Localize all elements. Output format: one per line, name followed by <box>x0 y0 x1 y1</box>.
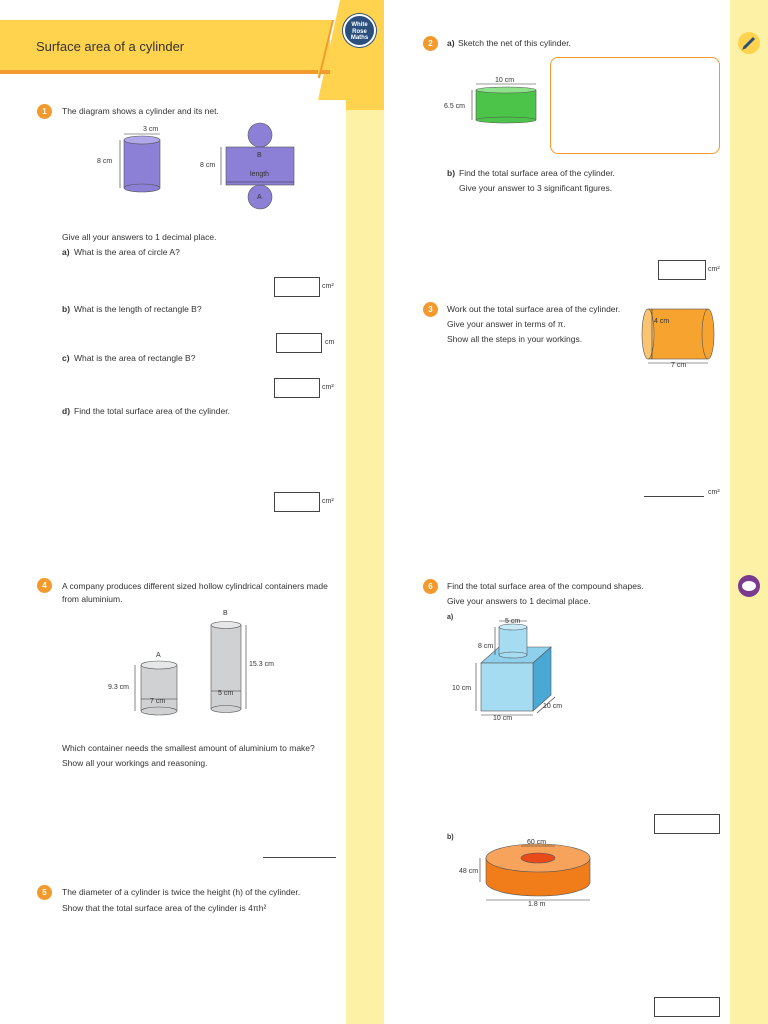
q1-instruction: Give all your answers to 1 decimal place. <box>62 232 217 242</box>
q3-line1: Work out the total surface area of the cylinder. <box>447 304 621 314</box>
q1-cyl-diameter-label: 3 cm <box>143 126 159 133</box>
q1-net-b-label: B <box>257 152 262 159</box>
q2-diameter-label: 10 cm <box>495 77 515 84</box>
q4-label-a: A <box>156 652 161 659</box>
q3-line2: Give your answer in terms of π. <box>447 319 566 329</box>
question-number-3: 3 <box>423 302 438 317</box>
thinking-cloud-icon <box>738 575 760 597</box>
worksheet-page-2 <box>384 0 768 512</box>
q3-length-label: 7 cm <box>671 362 687 369</box>
q1-cyl-height-label: 8 cm <box>97 158 113 165</box>
question-number-6: 6 <box>423 579 438 594</box>
q1c-unit: cm² <box>322 384 334 391</box>
q4-a-height-label: 9.3 cm <box>108 684 130 691</box>
q5-line1: The diameter of a cylinder is twice the height (h) of the cylinder. <box>62 887 301 897</box>
q4-b-height-label: 15.3 cm <box>249 661 274 668</box>
q4-question-line1: Which container needs the smallest amount of aluminium to make? <box>62 743 315 753</box>
q1-net-diagram <box>220 122 310 212</box>
q2b-label: b) <box>447 168 456 178</box>
q2b-unit: cm² <box>708 266 720 273</box>
q6b-label: b) <box>447 834 454 841</box>
q1d-unit: cm² <box>322 498 334 505</box>
q4-question-line2: Show all your workings and reasoning. <box>62 758 208 768</box>
q2a-sketch-area[interactable] <box>550 57 720 154</box>
q6a-cube-height-label: 10 cm <box>452 685 472 692</box>
q4-answer-line[interactable] <box>263 857 336 858</box>
q2-cylinder-diagram <box>474 84 544 134</box>
q6a-top-height-label: 8 cm <box>478 643 494 650</box>
q6a-top-diameter-label: 5 cm <box>505 618 521 625</box>
q2a-text: Sketch the net of this cylinder. <box>458 38 571 48</box>
q1a-label: a) <box>62 247 70 257</box>
question-number-4: 4 <box>37 578 52 593</box>
q6a-answer-box[interactable] <box>654 814 720 834</box>
pencil-icon <box>738 32 760 54</box>
q2b-text1: Find the total surface area of the cylinder. <box>459 168 615 178</box>
side-strip <box>346 512 384 1024</box>
q3-line3: Show all the steps in your workings. <box>447 334 583 344</box>
q1c-answer-box[interactable] <box>274 378 320 398</box>
side-strip <box>730 0 768 512</box>
q4-b-diameter-label: 5 cm <box>218 690 234 697</box>
q6b-outer-label: 1.8 m <box>528 901 546 908</box>
q6a-label: a) <box>447 614 454 621</box>
q6a-cube-depth-label: 10 cm <box>543 703 563 710</box>
q3-unit: cm² <box>708 489 720 496</box>
worksheet-page-3 <box>0 512 384 1024</box>
q2b-answer-box[interactable] <box>658 260 706 280</box>
q1d-label: d) <box>62 406 71 416</box>
q4-label-b: B <box>223 610 228 617</box>
q1-net-a-label: A <box>257 194 262 201</box>
q4-line1: A company produces different sized hollow cylindrical containers made <box>62 581 328 591</box>
q1a-text: What is the area of circle A? <box>74 247 180 257</box>
q1-net-length-label: length <box>250 171 270 178</box>
q1b-answer-box[interactable] <box>276 333 322 353</box>
q2a-label: a) <box>447 38 455 48</box>
q6a-compound-shape-diagram <box>479 617 589 727</box>
q1-net-height-label: 8 cm <box>200 162 216 169</box>
q1a-unit: cm² <box>322 283 334 290</box>
white-rose-maths-logo: White Rose Maths <box>343 14 376 47</box>
q1b-text: What is the length of rectangle B? <box>74 304 202 314</box>
q6-line1: Find the total surface area of the compound shapes. <box>447 581 644 591</box>
q2b-text2: Give your answer to 3 significant figures. <box>459 183 613 193</box>
page-title: Surface area of a cylinder <box>36 39 185 54</box>
q1c-label: c) <box>62 353 70 363</box>
q6b-height-label: 48 cm <box>459 868 479 875</box>
q1b-unit: cm <box>325 339 335 346</box>
question-number-5: 5 <box>37 885 52 900</box>
q4-a-diameter-label: 7 cm <box>150 698 166 705</box>
q1a-answer-box[interactable] <box>274 277 320 297</box>
q4-containers-diagram <box>105 605 315 725</box>
q6-line2: Give your answers to 1 decimal place. <box>447 596 591 606</box>
q3-diameter-label: 4 cm <box>654 318 670 325</box>
q6a-cube-width-label: 10 cm <box>493 715 513 722</box>
q1c-text: What is the area of rectangle B? <box>74 353 196 363</box>
side-strip <box>346 90 384 512</box>
q6b-answer-box[interactable] <box>654 997 720 1017</box>
q1d-answer-box[interactable] <box>274 492 320 512</box>
question-number-1: 1 <box>37 104 52 119</box>
q4-line2: from aluminium. <box>62 594 123 604</box>
q2-height-label: 6.5 cm <box>444 103 466 110</box>
q1-intro: The diagram shows a cylinder and its net. <box>62 106 219 116</box>
q5-line2: Show that the total surface area of the cylinder is 4πh² <box>62 903 267 913</box>
worksheet-page-1 <box>0 0 384 512</box>
q6b-inner-label: 60 cm <box>527 839 547 846</box>
q1d-text: Find the total surface area of the cylinder. <box>74 406 230 416</box>
q1b-label: b) <box>62 304 71 314</box>
worksheet-page-4 <box>384 512 768 1024</box>
q3-answer-line[interactable] <box>644 496 704 497</box>
question-number-2: 2 <box>423 36 438 51</box>
